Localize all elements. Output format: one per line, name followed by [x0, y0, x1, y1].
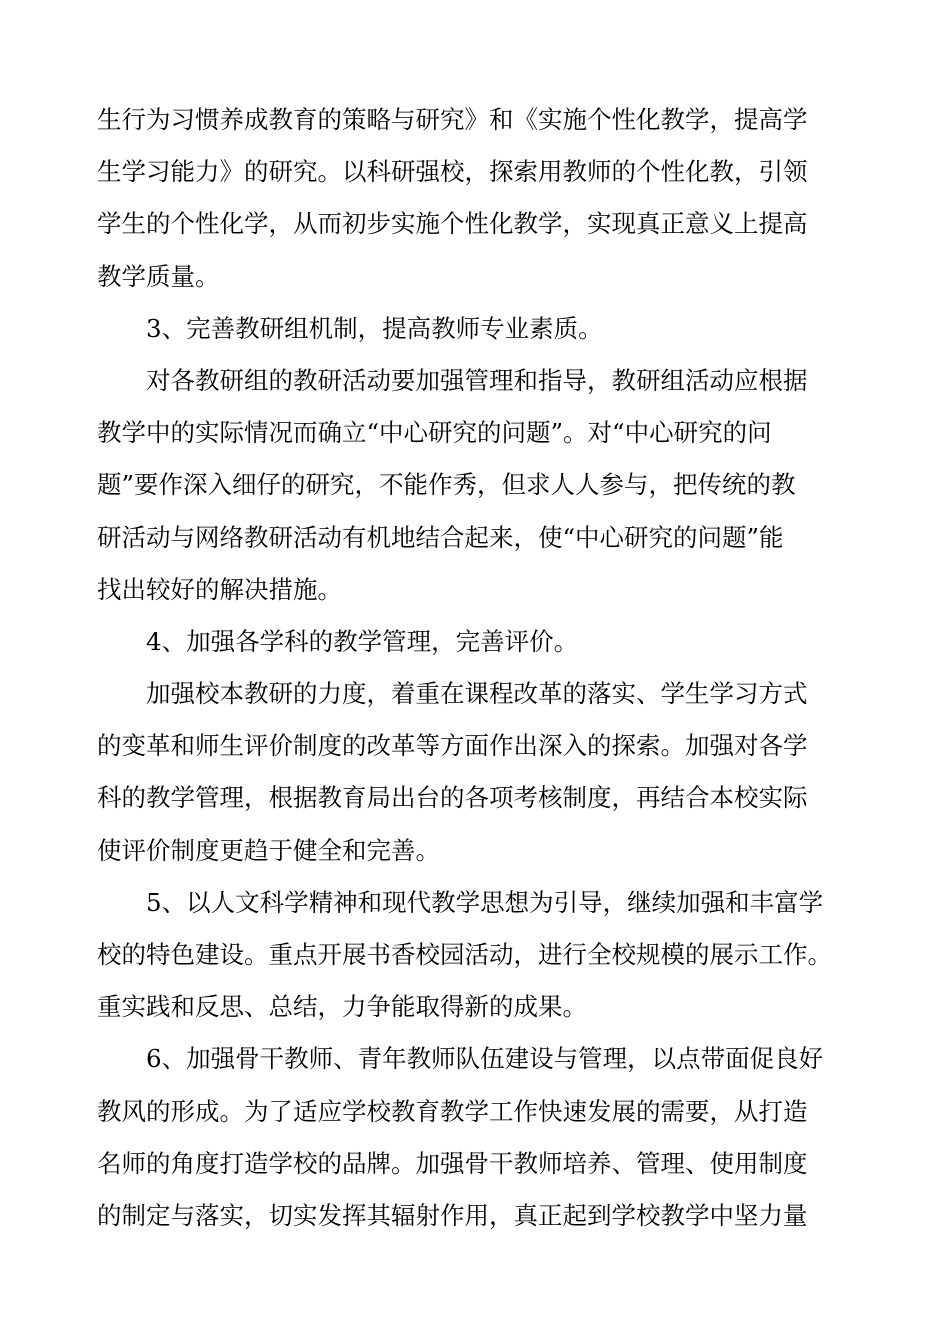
text-line: 科的教学管理，根据教育局出台的各项考核制度，再结合本校实际	[97, 783, 808, 813]
section-heading: 6、加强骨干教师、青年教师队伍建设与管理，以点带面促良好	[146, 1044, 824, 1074]
text-line: 对各教研组的教研活动要加强管理和指导，教研组活动应根据	[146, 365, 808, 395]
text-line: 名师的角度打造学校的品牌。加强骨干教师培养、管理、使用制度	[97, 1148, 808, 1178]
text-line: 生学习能力》的研究。以科研强校，探索用教师的个性化教，引领	[97, 157, 808, 187]
text-line: 的制定与落实，切实发挥其辐射作用，真正起到学校教学中坚力量	[97, 1200, 808, 1230]
text-line: 教学中的实际情况而确立“中心研究的问题”。对“中心研究的问	[97, 418, 772, 448]
text-line: 的变革和师生评价制度的改革等方面作出深入的探索。加强对各学	[97, 731, 808, 761]
section-heading: 3、完善教研组机制，提高教师专业素质。	[146, 313, 603, 343]
text-line: 教风的形成。为了适应学校教育教学工作快速发展的需要，从打造	[97, 1096, 808, 1126]
text-line: 加强校本教研的力度，着重在课程改革的落实、学生学习方式	[146, 679, 808, 709]
text-line: 题”要作深入细仔的研究，不能作秀，但求人人参与，把传统的教	[97, 470, 796, 500]
text-line: 生行为习惯养成教育的策略与研究》和《实施个性化教学，提高学	[97, 105, 808, 134]
text-line: 研活动与网络教研活动有机地结合起来，使“中心研究的问题”能	[97, 522, 784, 552]
text-line: 重实践和反思、总结，力争能取得新的成果。	[97, 992, 587, 1022]
text-line: 校的特色建设。重点开展书香校园活动，进行全校规模的展示工作。	[97, 940, 832, 969]
text-line: 使评价制度更趋于健全和完善。	[97, 835, 440, 865]
section-heading: 4、加强各学科的教学管理，完善评价。	[146, 626, 579, 656]
section-heading: 5、以人文科学精神和现代教学思想为引导，继续加强和丰富学	[146, 887, 824, 917]
text-line: 学生的个性化学，从而初步实施个性化教学，实现真正意义上提高	[97, 209, 808, 239]
document-body	[97, 94, 857, 1242]
text-line: 找出较好的解决措施。	[97, 574, 342, 604]
text-line: 教学质量。	[97, 261, 220, 291]
